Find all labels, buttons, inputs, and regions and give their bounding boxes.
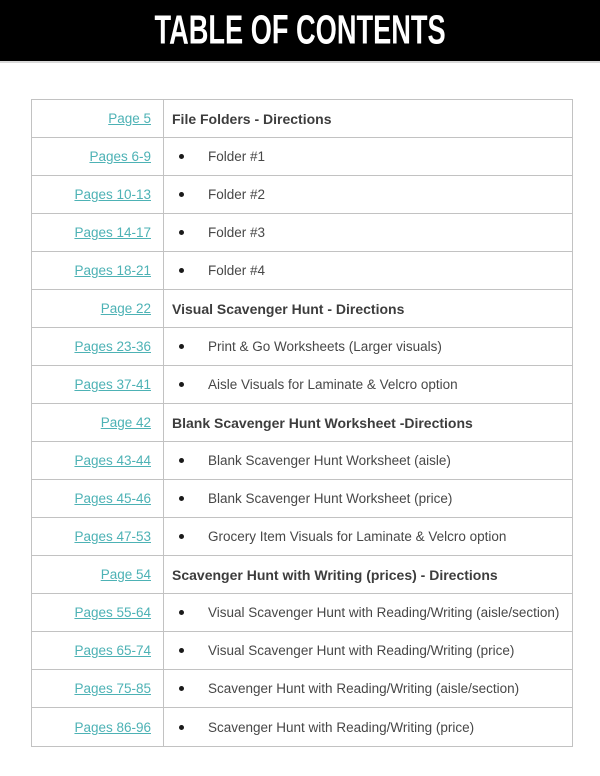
pages-cell	[32, 290, 164, 327]
table-row	[32, 328, 572, 366]
label-cell	[164, 594, 572, 631]
item-label: Scavenger Hunt with Reading/Writing (aisle/section)	[208, 681, 520, 696]
bullet-icon	[179, 344, 184, 349]
label-cell	[164, 214, 572, 251]
item-label: Aisle Visuals for Laminate & Velcro option	[208, 377, 458, 392]
pages-cell	[32, 252, 164, 289]
table-row	[32, 556, 572, 594]
label-cell	[164, 100, 572, 137]
table-row	[32, 100, 572, 138]
item-label: Visual Scavenger Hunt with Reading/Writing (price)	[208, 643, 515, 658]
pages-cell	[32, 404, 164, 441]
bullet-icon	[179, 192, 184, 197]
item-label: Folder #2	[208, 187, 266, 202]
bullet-icon	[179, 686, 184, 691]
page-link[interactable]: Pages 18-21	[74, 263, 151, 278]
pages-cell	[32, 366, 164, 403]
page-link[interactable]: Pages 14-17	[74, 225, 151, 240]
table-row	[32, 404, 572, 442]
page-link[interactable]: Page 42	[100, 415, 151, 430]
table-row	[32, 594, 572, 632]
bullet-icon	[179, 534, 184, 539]
page-link[interactable]: Pages 6-9	[89, 149, 151, 164]
item-label: Print & Go Worksheets (Larger visuals)	[208, 339, 442, 354]
label-cell	[164, 518, 572, 555]
page-link[interactable]: Pages 86-96	[74, 719, 151, 735]
pages-cell	[32, 670, 164, 707]
label-cell	[164, 404, 572, 441]
pages-cell	[32, 480, 164, 517]
bullet-icon	[179, 268, 184, 273]
page-link[interactable]: Pages 65-74	[74, 643, 151, 658]
table-row	[32, 252, 572, 290]
bullet-icon	[179, 496, 184, 501]
pages-cell	[32, 556, 164, 593]
page-link[interactable]: Page 22	[100, 301, 151, 316]
label-cell	[164, 328, 572, 365]
label-cell	[164, 366, 572, 403]
label-cell	[164, 138, 572, 175]
item-label: Folder #3	[208, 225, 266, 240]
page-link[interactable]: Pages 10-13	[74, 187, 151, 202]
table-row	[32, 138, 572, 176]
pages-cell	[32, 442, 164, 479]
pages-cell	[32, 632, 164, 669]
pages-cell	[32, 328, 164, 365]
page-title: TABLE OF CONTENTS	[154, 7, 446, 53]
item-label: Folder #4	[208, 263, 266, 278]
table-row	[32, 708, 572, 746]
bullet-icon	[179, 458, 184, 463]
table-row	[32, 480, 572, 518]
table-row	[32, 290, 572, 328]
page-link[interactable]: Pages 45-46	[74, 491, 151, 506]
table-row	[32, 366, 572, 404]
page-link[interactable]: Pages 43-44	[74, 453, 151, 468]
item-label: Folder #1	[208, 149, 266, 164]
label-cell	[164, 670, 572, 707]
table-row	[32, 176, 572, 214]
page-link[interactable]: Pages 47-53	[74, 529, 151, 544]
label-cell	[164, 252, 572, 289]
bullet-icon	[179, 648, 184, 653]
label-cell	[164, 708, 572, 746]
pages-cell	[32, 138, 164, 175]
label-cell	[164, 556, 572, 593]
bullet-icon	[179, 230, 184, 235]
table-row	[32, 518, 572, 556]
section-label: File Folders - Directions	[172, 110, 332, 127]
table-row	[32, 632, 572, 670]
pages-cell	[32, 176, 164, 213]
table-row	[32, 670, 572, 708]
page-link[interactable]: Page 5	[108, 111, 151, 126]
label-cell	[164, 176, 572, 213]
bullet-icon	[179, 610, 184, 615]
item-label: Blank Scavenger Hunt Worksheet (price)	[208, 491, 453, 506]
pages-cell	[32, 708, 164, 746]
pages-cell	[32, 214, 164, 251]
pages-cell	[32, 518, 164, 555]
bullet-icon	[179, 725, 184, 730]
page-link[interactable]: Pages 75-85	[74, 681, 151, 696]
pages-cell	[32, 594, 164, 631]
label-cell	[164, 632, 572, 669]
page-link[interactable]: Pages 23-36	[74, 339, 151, 354]
section-label: Visual Scavenger Hunt - Directions	[172, 300, 405, 317]
page-link[interactable]: Page 54	[100, 567, 151, 582]
label-cell	[164, 480, 572, 517]
bullet-icon	[179, 154, 184, 159]
header-bar	[0, 0, 600, 63]
section-label: Scavenger Hunt with Writing (prices) - Directions	[172, 566, 498, 583]
label-cell	[164, 290, 572, 327]
page-link[interactable]: Pages 55-64	[74, 605, 151, 620]
table-row	[32, 442, 572, 480]
label-cell	[164, 442, 572, 479]
table-of-contents	[31, 99, 573, 747]
item-label: Scavenger Hunt with Reading/Writing (price)	[208, 719, 475, 735]
item-label: Visual Scavenger Hunt with Reading/Writing (aisle/section)	[208, 605, 560, 620]
pages-cell	[32, 100, 164, 137]
item-label: Blank Scavenger Hunt Worksheet (aisle)	[208, 453, 451, 468]
table-row	[32, 214, 572, 252]
bullet-icon	[179, 382, 184, 387]
page-link[interactable]: Pages 37-41	[74, 377, 151, 392]
section-label: Blank Scavenger Hunt Worksheet -Directions	[172, 414, 473, 431]
item-label: Grocery Item Visuals for Laminate & Velcro option	[208, 529, 507, 544]
